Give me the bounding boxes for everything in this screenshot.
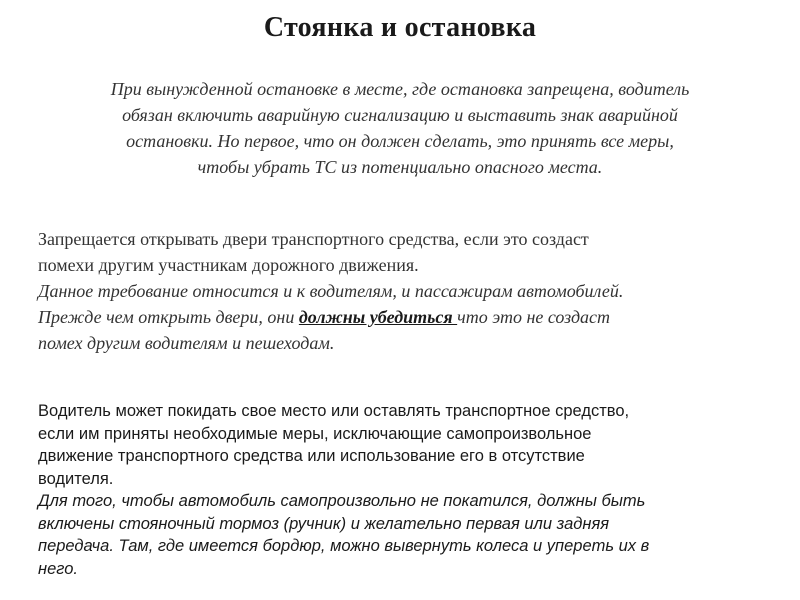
- intro-line: остановки. Но первое, что он должен сделать, это принять все меры,: [126, 131, 674, 151]
- doors-line-start: Прежде чем открыть двери, они: [38, 307, 299, 327]
- doors-line: [38, 304, 778, 330]
- doors-line-end: что это не создаст: [457, 307, 611, 327]
- doors-line: Данное требование относится и к водителям, и пассажирам автомобилей.: [38, 281, 624, 301]
- intro-line: обязан включить аварийную сигнализацию и выставить знак аварийной: [122, 105, 678, 125]
- driver-line: Водитель может покидать свое место или оставлять транспортное средство,: [38, 402, 630, 420]
- driver-tip-line: него.: [38, 559, 78, 578]
- doors-line: Запрещается открывать двери транспортного средства, если это создаст: [38, 229, 589, 249]
- doors-line: помехи другим участникам дорожного движения.: [38, 255, 419, 275]
- driver-line: если им приняты необходимые меры, исключающие самопроизвольное: [38, 424, 592, 443]
- emphasis-must-check: должны убедиться: [298, 307, 458, 327]
- driver-line: движение транспортного средства или использование его в отсутствие: [38, 447, 585, 465]
- driver-tip-line: Для того, чтобы автомобиль самопроизвольно не покатился, должны быть: [38, 492, 646, 510]
- driver-tip-line: передача. Там, где имеется бордюр, можно вывернуть колеса и уперeть их в: [38, 537, 650, 555]
- intro-line: При вынужденной остановке в месте, где остановка запрещена, водитель: [110, 79, 690, 99]
- doors-paragraph: [38, 226, 778, 356]
- page-title: Стоянка и остановка: [263, 12, 537, 43]
- driver-line: водителя.: [38, 469, 114, 488]
- doors-line: помех другим водителям и пешеходам.: [38, 333, 335, 353]
- driver-paragraph: [38, 400, 778, 580]
- intro-paragraph: [30, 76, 770, 180]
- intro-line: чтобы убрать ТС из потенциально опасного места.: [197, 157, 603, 177]
- driver-tip-line: включены стояночный тормоз (ручник) и желательно первая или задняя: [38, 514, 610, 533]
